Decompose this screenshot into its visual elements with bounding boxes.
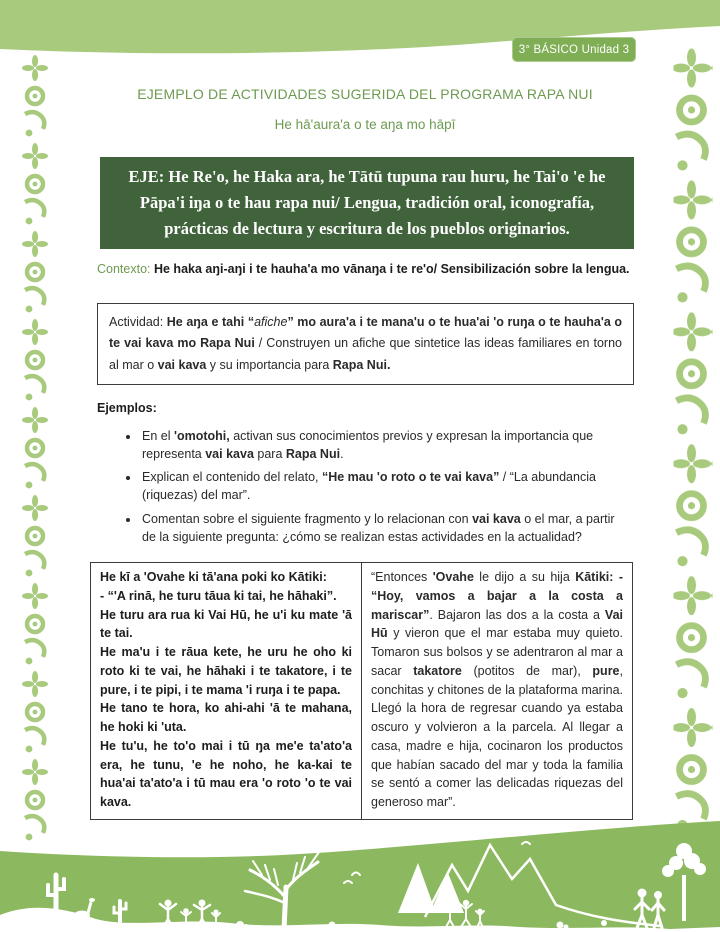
- ejemplo-item-3: • Comentan sobre el siguiente fragmento y lo relacionan con vai kava o el mar, a partir de la siguiente pregunta: ¿cómo se realizan estas actividades en la actualidad?: [140, 510, 622, 546]
- eje-text: EJE: He Re'o, he Haka ara, he Tātū tupuna rau huru, he Tai'o 'e he Pāpa'i iŋa o te hau rapa nui/ Lengua, tradición oral, iconografía, prácticas de lectura y escritura de los pueblos originarios.: [128, 167, 606, 239]
- story-cell-spanish: “Entonces 'Ovahe le dijo a su hija Kātiki: - “Hoy, vamos a bajar a la costa a mariscar”. Bajaron las dos a la costa a Vai Hū y vieron que el mar estaba muy quieto. Tomaron sus bolsos y se adentraron al mar a sacar takatore (potitos de mar), pure, conchitas y chitones de la plataforma marina. Llegó la hora de regresar cuando ya estaba oscuro y volvieron a la parcela. Al llegar a casa, madre e hija, cocinaron los productos que habían sacado del mar y toda la familia se sentó a comer las delicadas riquezas del generoso mar”.: [362, 563, 633, 820]
- ejemplo-item-1: • En el 'omotohi, activan sus conocimientos previos y expresan la importancia que representa vai kava para Rapa Nui.: [140, 427, 622, 463]
- page-subtitle: He hā'aura'a o te aŋa mo hāpī: [274, 117, 456, 132]
- unit-badge: [512, 37, 636, 62]
- table-row: [91, 563, 633, 820]
- landscape-footer-icon: [0, 817, 720, 932]
- unit-badge-label: 3° BÁSICO Unidad 3: [518, 43, 630, 56]
- ejemplo-item-2: • Explican el contenido del relato, “He mau 'o roto o te vai kava” / “La abundancia (riquezas) del mar”.: [140, 468, 622, 504]
- ejemplos-list: [112, 427, 622, 551]
- page-title: EJEMPLO DE ACTIVIDADES SUGERIDA DEL PROGRAMA RAPA NUI: [137, 86, 593, 102]
- koru-border-right-icon: [672, 44, 714, 834]
- story-cell-rapanui: He kī a 'Ovahe ki tā'ana poki ko Kātiki: - “'A rinā, he turu tāua ki tai, he hāhaki”. He turu ara rua ki Vai Hū, he u'i ku mate 'ā te tai. He ma'u i te rāua kete, he uru he oho ki roto ki te vai, he hāhaki i te takatore, i te pure, i te pipi, i te mama 'i ruŋa i te papa. He tano te hora, ko ahi-ahi 'ā te mahana, he hoki ki 'uta. He tu'u, he to'o mai i tū ŋa me'e ta'ato'a era, he tunu, 'e he noho, he ka-kai te hua'ai ta'ato'a i tū mau era 'o roto 'o te vai kava.: [91, 563, 362, 820]
- footer-hill: [0, 821, 720, 932]
- eje-banner: [100, 157, 634, 249]
- actividad-box: Actividad: He aŋa e tahi “afiche” mo aura'a i te mana'u o te hua'ai 'o ruŋa o te hauha'a o te vai kava mo Rapa Nui / Construyen un afiche que sintetice las ideas familiares en torno al mar o vai kava y su importancia para Rapa Nui.: [97, 303, 634, 385]
- ejemplos-heading: Ejemplos:: [97, 401, 157, 415]
- contexto-line: Contexto: He haka aŋi-aŋi i te hauha'a mo vānaŋa i te re'o/ Sensibilización sobre la lengua.: [97, 262, 630, 276]
- koru-border-left-icon: [22, 52, 48, 845]
- story-table: [90, 562, 633, 820]
